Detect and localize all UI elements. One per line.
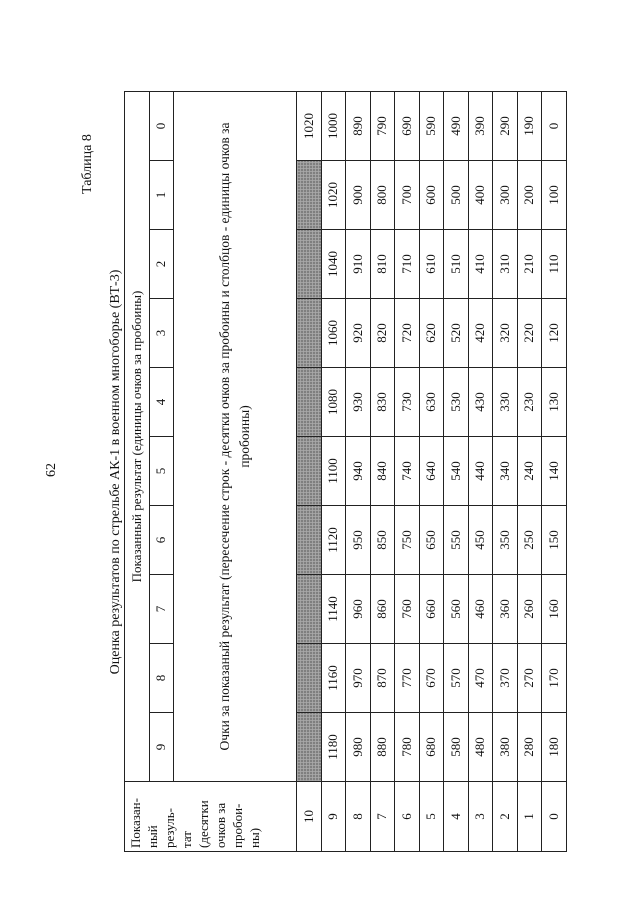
table-row xyxy=(297,91,322,851)
column-header: 3 xyxy=(149,299,174,368)
table-cell: 920 xyxy=(346,299,371,368)
table-cell: 670 xyxy=(419,644,444,713)
rotated-table-block xyxy=(64,92,561,852)
table-cell: 230 xyxy=(517,368,542,437)
table-cell: 610 xyxy=(419,230,444,299)
table-cell: 820 xyxy=(370,299,395,368)
table-cell: 240 xyxy=(517,437,542,506)
page-number: 62 xyxy=(44,463,59,477)
row-label: 2 xyxy=(493,782,518,852)
table-row xyxy=(419,91,444,851)
scoring-table xyxy=(124,91,567,852)
shaded-cell xyxy=(297,506,322,575)
table-cell: 900 xyxy=(346,161,371,230)
table-cell: 130 xyxy=(542,368,567,437)
table-cell: 120 xyxy=(542,299,567,368)
table-cell: 980 xyxy=(346,713,371,782)
table-cell: 410 xyxy=(468,230,493,299)
table-row xyxy=(444,91,469,851)
column-header: 6 xyxy=(149,506,174,575)
table-cell: 360 xyxy=(493,575,518,644)
table-cell: 170 xyxy=(542,644,567,713)
table-row xyxy=(370,91,395,851)
row-label: 1 xyxy=(517,782,542,852)
table-cell: 480 xyxy=(468,713,493,782)
table-row xyxy=(517,91,542,851)
table-cell: 460 xyxy=(468,575,493,644)
table-cell: 890 xyxy=(346,91,371,160)
table-cell: 390 xyxy=(468,91,493,160)
table-cell: 1140 xyxy=(321,575,346,644)
table-cell: 620 xyxy=(419,299,444,368)
table-cell: 830 xyxy=(370,368,395,437)
table-cell: 680 xyxy=(419,713,444,782)
column-number-row xyxy=(149,91,174,851)
table-cell: 180 xyxy=(542,713,567,782)
table-row xyxy=(468,91,493,851)
table-cell: 630 xyxy=(419,368,444,437)
table-cell: 530 xyxy=(444,368,469,437)
table-cell: 350 xyxy=(493,506,518,575)
table-cell: 340 xyxy=(493,437,518,506)
row-label: 5 xyxy=(419,782,444,852)
table-cell: 1180 xyxy=(321,713,346,782)
table-cell: 140 xyxy=(542,437,567,506)
shaded-cell xyxy=(297,713,322,782)
row-label: 9 xyxy=(321,782,346,852)
table-cell: 100 xyxy=(542,161,567,230)
table-cell: 420 xyxy=(468,299,493,368)
row-label: 7 xyxy=(370,782,395,852)
table-cell: 300 xyxy=(493,161,518,230)
table-cell: 870 xyxy=(370,644,395,713)
table-cell: 1040 xyxy=(321,230,346,299)
table-cell: 660 xyxy=(419,575,444,644)
table-cell: 690 xyxy=(395,91,420,160)
table-row xyxy=(493,91,518,851)
table-cell: 370 xyxy=(493,644,518,713)
table-cell: 200 xyxy=(517,161,542,230)
table-cell: 850 xyxy=(370,506,395,575)
table-cell: 250 xyxy=(517,506,542,575)
row-label: 8 xyxy=(346,782,371,852)
table-cell: 430 xyxy=(468,368,493,437)
table-cell: 940 xyxy=(346,437,371,506)
table-cell: 490 xyxy=(444,91,469,160)
row-label: 10 xyxy=(297,782,322,852)
table-cell: 810 xyxy=(370,230,395,299)
table-cell: 540 xyxy=(444,437,469,506)
shaded-cell xyxy=(297,161,322,230)
table-cell: 210 xyxy=(517,230,542,299)
table-cell: 160 xyxy=(542,575,567,644)
row-label: 0 xyxy=(542,782,567,852)
table-cell: 860 xyxy=(370,575,395,644)
table-cell: 470 xyxy=(468,644,493,713)
shaded-cell xyxy=(297,575,322,644)
shaded-cell xyxy=(297,644,322,713)
column-header: 7 xyxy=(149,575,174,644)
table-cell: 910 xyxy=(346,230,371,299)
column-header: 2 xyxy=(149,230,174,299)
row-label: 4 xyxy=(444,782,469,852)
shaded-cell xyxy=(297,230,322,299)
table-cell: 330 xyxy=(493,368,518,437)
table-title: Оценка результатов по стрельбе АК-1 в военном многоборье (ВТ-3) xyxy=(108,269,123,675)
table-cell: 520 xyxy=(444,299,469,368)
table-cell: 310 xyxy=(493,230,518,299)
table-cell: 190 xyxy=(517,91,542,160)
table-cell: 880 xyxy=(370,713,395,782)
table-cell: 930 xyxy=(346,368,371,437)
table-cell: 700 xyxy=(395,161,420,230)
table-cell: 970 xyxy=(346,644,371,713)
header-row-1 xyxy=(125,91,150,851)
column-header: 8 xyxy=(149,644,174,713)
table-cell: 1100 xyxy=(321,437,346,506)
table-cell: 290 xyxy=(493,91,518,160)
table-cell: 260 xyxy=(517,575,542,644)
table-cell: 510 xyxy=(444,230,469,299)
column-header: 5 xyxy=(149,437,174,506)
table-cell: 640 xyxy=(419,437,444,506)
table-cell: 720 xyxy=(395,299,420,368)
shown-result-header: Показанный результат (единицы очков за пробоины) xyxy=(125,91,150,781)
table-cell: 800 xyxy=(370,161,395,230)
table-cell: 560 xyxy=(444,575,469,644)
table-cell: 280 xyxy=(517,713,542,782)
table-cell: 110 xyxy=(542,230,567,299)
table-cell: 550 xyxy=(444,506,469,575)
table-cell: 770 xyxy=(395,644,420,713)
table-cell: 590 xyxy=(419,91,444,160)
table-cell: 750 xyxy=(395,506,420,575)
table-note: Очки за показаный результат (пересечение строк - десятки очков за пробоины и столбцов - единицы очков за пробоины) xyxy=(174,91,297,781)
table-cell: 500 xyxy=(444,161,469,230)
table-cell: 710 xyxy=(395,230,420,299)
table-cell: 790 xyxy=(370,91,395,160)
row-header-label: Показан- ный резуль- тат (десятки очков за пробои- ны) xyxy=(125,782,297,852)
table-cell: 1060 xyxy=(321,299,346,368)
table-cell: 150 xyxy=(542,506,567,575)
table-cell: 320 xyxy=(493,299,518,368)
table-cell: 450 xyxy=(468,506,493,575)
table-cell: 730 xyxy=(395,368,420,437)
table-row xyxy=(321,91,346,851)
table-cell: 570 xyxy=(444,644,469,713)
note-row xyxy=(174,91,297,851)
table-cell: 760 xyxy=(395,575,420,644)
table-cell: 1080 xyxy=(321,368,346,437)
row-label: 6 xyxy=(395,782,420,852)
table-row xyxy=(542,91,567,851)
table-cell: 380 xyxy=(493,713,518,782)
column-header: 1 xyxy=(149,161,174,230)
table-cell: 840 xyxy=(370,437,395,506)
table-cell: 580 xyxy=(444,713,469,782)
table-cell: 1020 xyxy=(297,91,322,160)
column-header: 4 xyxy=(149,368,174,437)
table-cell: 600 xyxy=(419,161,444,230)
table-cell: 740 xyxy=(395,437,420,506)
table-cell: 1120 xyxy=(321,506,346,575)
shaded-cell xyxy=(297,437,322,506)
table-cell: 400 xyxy=(468,161,493,230)
row-label: 3 xyxy=(468,782,493,852)
table-row xyxy=(395,91,420,851)
table-cell: 0 xyxy=(542,91,567,160)
shaded-cell xyxy=(297,368,322,437)
table-cell: 270 xyxy=(517,644,542,713)
table-cell: 440 xyxy=(468,437,493,506)
column-header: 0 xyxy=(149,91,174,160)
table-cell: 220 xyxy=(517,299,542,368)
table-cell: 1020 xyxy=(321,161,346,230)
shaded-cell xyxy=(297,299,322,368)
table-label: Таблица 8 xyxy=(80,134,95,194)
table-cell: 1160 xyxy=(321,644,346,713)
table-cell: 780 xyxy=(395,713,420,782)
column-header: 9 xyxy=(149,713,174,782)
table-cell: 950 xyxy=(346,506,371,575)
table-cell: 650 xyxy=(419,506,444,575)
table-cell: 1000 xyxy=(321,91,346,160)
table-row xyxy=(346,91,371,851)
table-cell: 960 xyxy=(346,575,371,644)
